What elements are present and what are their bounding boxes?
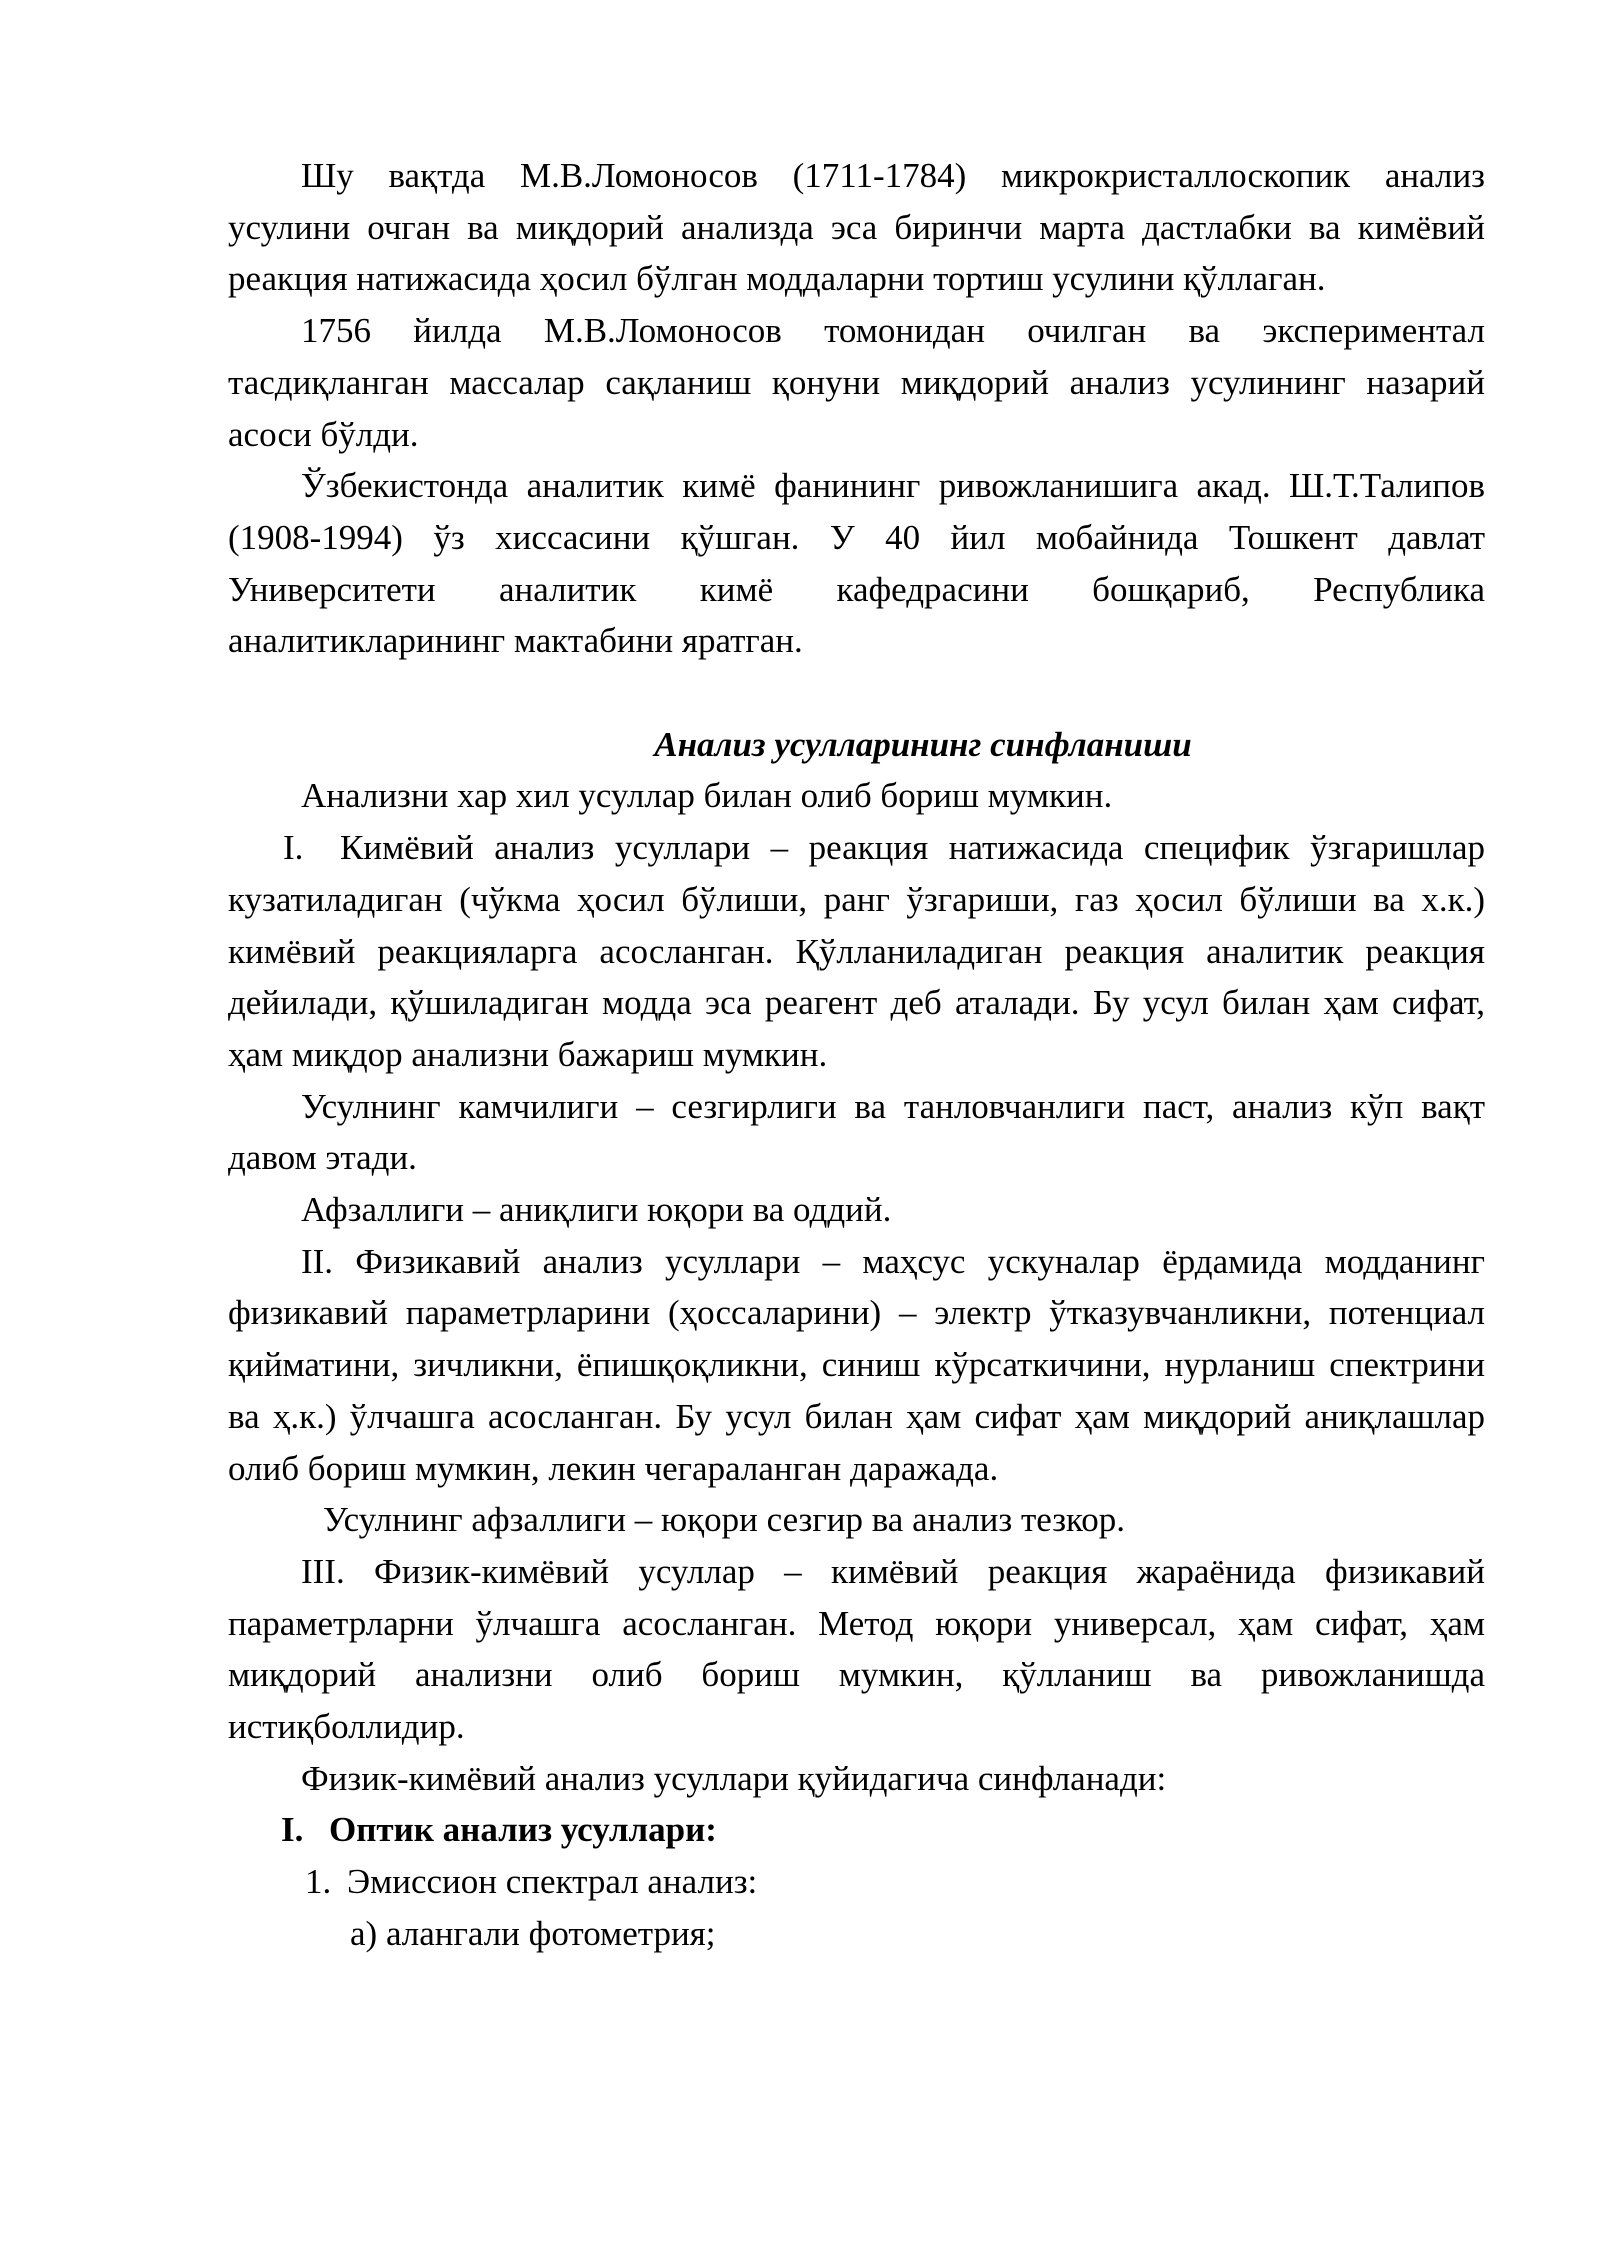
method-chemical-text: Кимёвий анализ усуллари – реакция натижасида специфик ўзгаришлар кузатиладиган (чўкма ҳосил бўлиши, ранг ўзгариши, газ ҳосил бўлиши ва х.к.) кимёвий реакцияларга асосланган. Қўлланиладиган реакция аналитик реакция дейилади, қўшиладиган модда эса реагент деб аталади. Бу усул билан ҳам сифат, ҳам миқдор анализни бажариш мумкин. <box>228 828 1485 1074</box>
paragraph-mass-conservation: 1756 йилда М.В.Ломоносов томонидан очилган ва экспериментал тасдиқланган массалар сақланиш қонуни миқдорий анализ усулининг назарий асоси бўлди. <box>228 311 1485 454</box>
method-chemical-number: I. <box>283 828 304 868</box>
document-page <box>228 150 1485 1960</box>
sub-item-flame-photometry: а) алангали фотометрия; <box>350 1913 716 1953</box>
method-chemical-advantage: Афзаллиги – аниқлиги юқори ва оддий. <box>301 1190 892 1230</box>
paragraph-talipov: Ўзбекистонда аналитик кимё фанининг ривожланишига акад. Ш.Т.Талипов (1908-1994) ўз хиссасини қўшган. У 40 йил мобайнида Тошкент давлат Университети аналитик кимё кафедрасини бошқариб, Республика аналитикларининг мактабини яратган. <box>228 466 1485 661</box>
optical-methods-heading <box>228 1804 1485 1856</box>
optical-methods-title: Оптик анализ усуллари: <box>329 1810 717 1850</box>
spacer <box>228 667 1485 719</box>
method-chemical-drawback: Усулнинг камчилиги – сезгирлиги ва танловчанлиги паст, анализ кўп вақт давом этади. <box>228 1086 1485 1178</box>
method-chemical <box>228 822 1485 1081</box>
paragraph-lomonosov-microcrystal: Шу вақтда М.В.Ломоносов (1711-1784) микрокристаллоскопик анализ усулини очган ва миқдорий анализда эса биринчи марта дастлабки ва кимёвий реакция натижасида ҳосил бўлган моддаларни тортиш усулини қўллаган. <box>228 156 1485 299</box>
optical-methods-number: I. <box>281 1810 304 1850</box>
classification-intro: Физик-кимёвий анализ усуллари қуйидагича синфланади: <box>301 1758 1167 1798</box>
method-physicochemical: III. Физик-кимёвий усуллар – кимёвий реакция жараёнида физикавий параметрларни ўлчашга асосланган. Метод юқори универсал, ҳам сифат, ҳам миқдорий анализни олиб бориш мумкин, қўлланиш ва ривожланишда истиқболлидир. <box>228 1551 1485 1747</box>
method-physical: II. Физикавий анализ усуллари – маҳсус ускуналар ёрдамида модданинг физикавий параметрларини (ҳоссаларини) – электр ўтказувчанликни, потенциал қийматини, зичликни, ёпишқоқликни, синиш кўрсаткичини, нурланиш спектрини ва ҳ.к.) ўлчашга асосланган. Бу усул билан ҳам сифат ҳам миқдорий аниқлашлар олиб бориш мумкин, лекин чегараланган даражада. <box>228 1241 1485 1488</box>
list-item-number: 1. <box>305 1862 332 1902</box>
section-title: Анализ усулларининг синфланиши <box>654 724 1192 764</box>
method-physical-advantage: Усулнинг афзаллиги – юқори сезгир ва анализ тезкор. <box>323 1500 1126 1540</box>
paragraph-intro: Анализни хар хил усуллар билан олиб бориш мумкин. <box>301 776 1113 816</box>
list-item-text: Эмиссион спектрал анализ: <box>347 1862 758 1902</box>
list-item-emission <box>228 1856 1485 1908</box>
